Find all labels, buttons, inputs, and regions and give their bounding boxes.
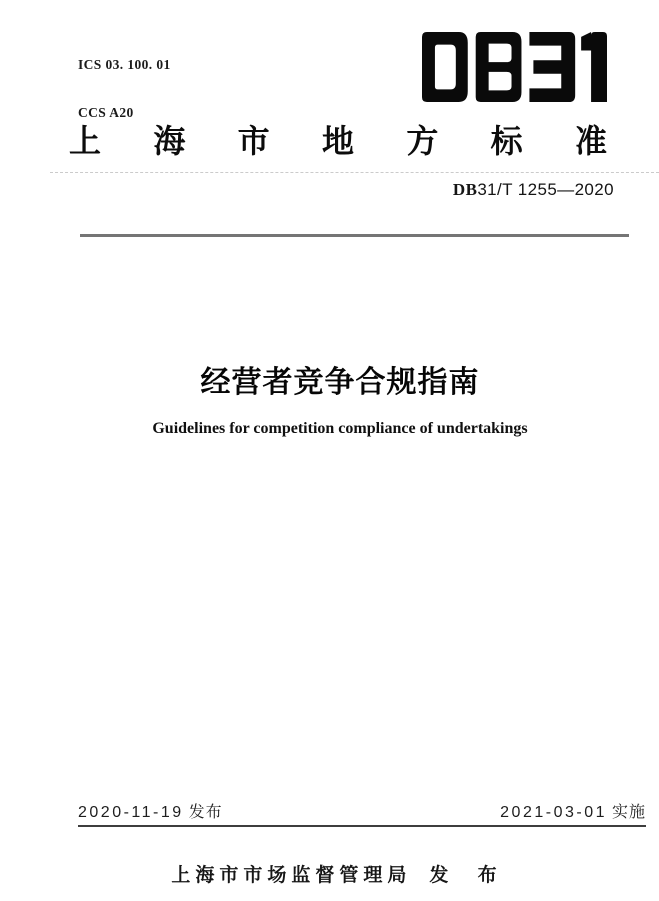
footer-dates-rule	[78, 799, 646, 827]
issue-date-group	[78, 799, 223, 822]
standard-title-cn: 经营者竞争合规指南	[200, 366, 480, 399]
implement-date-group	[500, 799, 646, 822]
standard-number	[453, 180, 614, 200]
implement-date: 2021-03-01	[500, 804, 607, 821]
standard-number-rest: 31/T 1255—2020	[477, 180, 614, 199]
standard-category-heading: 上 海 市 地 方 标 准	[69, 123, 607, 159]
issue-date: 2020-11-19	[78, 804, 184, 821]
ics-code: ICS 03. 100. 01	[78, 57, 171, 72]
faint-divider-line	[50, 172, 659, 173]
publisher-line	[21, 860, 659, 887]
publisher-name: 上海市市场监督管理局	[171, 865, 412, 886]
publisher-verb: 发 布	[429, 865, 509, 886]
standard-number-prefix: DB	[452, 180, 478, 199]
db31-logo	[422, 32, 607, 102]
header-rule	[80, 234, 629, 237]
issue-label: 发布	[188, 804, 223, 821]
implement-label: 实施	[611, 804, 646, 821]
ccs-code: CCS A20	[78, 105, 134, 120]
standard-title-en: Guidelines for competition compliance of undertakings	[152, 420, 528, 437]
